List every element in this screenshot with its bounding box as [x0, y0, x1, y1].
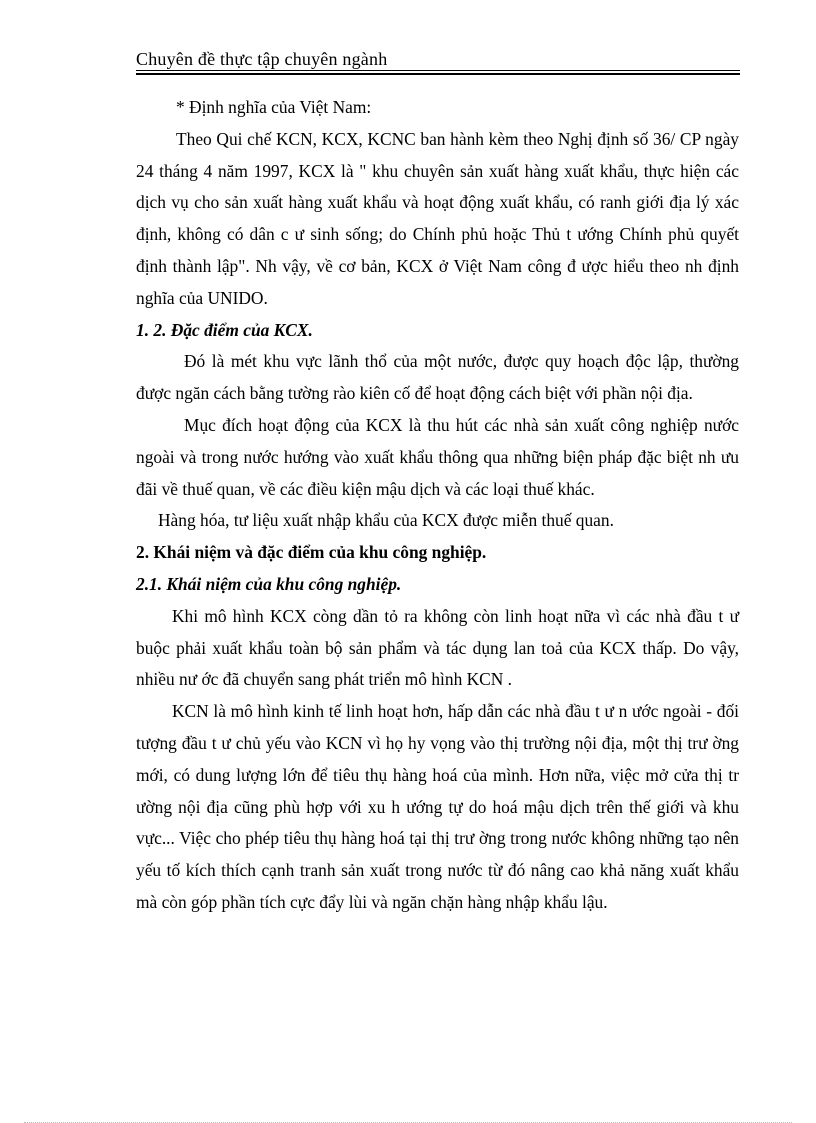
- header-rule-thin: [136, 70, 740, 71]
- paragraph-kcx-purpose: Mục đích hoạt động của KCX là thu hút các nhà sản xuất công nghiệp nước ngoài và trong nước hướng vào xuất khẩu thông qua những biện pháp đặc biệt nh ưu đãi về thuế quan, về các điều kiện mậu dịch và các loại thuế khác.: [136, 414, 739, 499]
- running-header: Chuyên đề thực tập chuyên ngành: [136, 49, 388, 69]
- section-heading-kcx-features: 1. 2. Đặc điểm của KCX.: [136, 319, 313, 340]
- header-rule-thick: [136, 73, 740, 75]
- paragraph-vietnam-definition: Theo Qui chế KCN, KCX, KCNC ban hành kèm theo Nghị định số 36/ CP ngày 24 tháng 4 năm 1997, KCX là " khu chuyên sản xuất hàng xuất khẩu, thực hiện các dịch vụ cho sản xuất hàng xuất khẩu và hoạt động xuất khẩu, có ranh giới địa lý xác định, không có dân c ư sinh sống; do Chính phủ hoặc Thủ t ướng Chính phủ quyết định thành lập". Nh vậy, về cơ bản, KCX ở Việt Nam công đ ược hiểu theo nh định nghĩa của UNIDO.: [136, 128, 739, 308]
- paragraph-kcx-tax-exempt: Hàng hóa, tư liệu xuất nhập khẩu của KCX được miễn thuế quan.: [158, 510, 614, 531]
- paragraph-kcn-model: KCN là mô hình kinh tế linh hoạt hơn, hấp dẫn các nhà đầu t ư n ước ngoài - đối tượng đầu t ư chủ yếu vào KCN vì họ hy vọng vào thị trường nội địa, một thị trư ờng mới, có dung lượng lớn để tiêu thụ hàng hoá của mình. Hơn nữa, việc mở cửa thị tr ường nội địa cũng phù hợp với xu h ướng tự do hoá mậu dịch trên thế giới và khu vực... Việc cho phép tiêu thụ hàng hoá tại thị trư ờng trong nước không những tạo nên yếu tố kích thích cạnh tranh sản xuất trong nước từ đó nâng cao khả năng xuất khẩu mà còn góp phần tích cực đẩy lùi và ngăn chặn hàng nhập khẩu lậu.: [136, 701, 739, 912]
- subsection-heading-kcn-concept: 2.1. Khái niệm của khu công nghiệp.: [136, 573, 402, 594]
- section-heading-kcn: 2. Khái niệm và đặc điểm của khu công nghiệp.: [136, 542, 487, 563]
- document-body: [136, 92, 739, 919]
- paragraph-kcx-territory: Đó là mét khu vực lãnh thổ của một nước, được quy hoạch độc lập, thường được ngăn cách bằng tường rào kiên cố để hoạt động cách biệt với phần nội địa.: [136, 351, 739, 404]
- paragraph-kcn-shift: Khi mô hình KCX còng dần tỏ ra không còn linh hoạt nữa vì các nhà đầu t ư buộc phải xuất khẩu toàn bộ sản phẩm và tác dụng lan toả của KCX thấp. Do vậy, nhiều nư ớc đã chuyển sang phát triển mô hình KCN .: [136, 605, 739, 690]
- paragraph-vietnam-definition-label: * Định nghĩa của Việt Nam:: [176, 97, 372, 117]
